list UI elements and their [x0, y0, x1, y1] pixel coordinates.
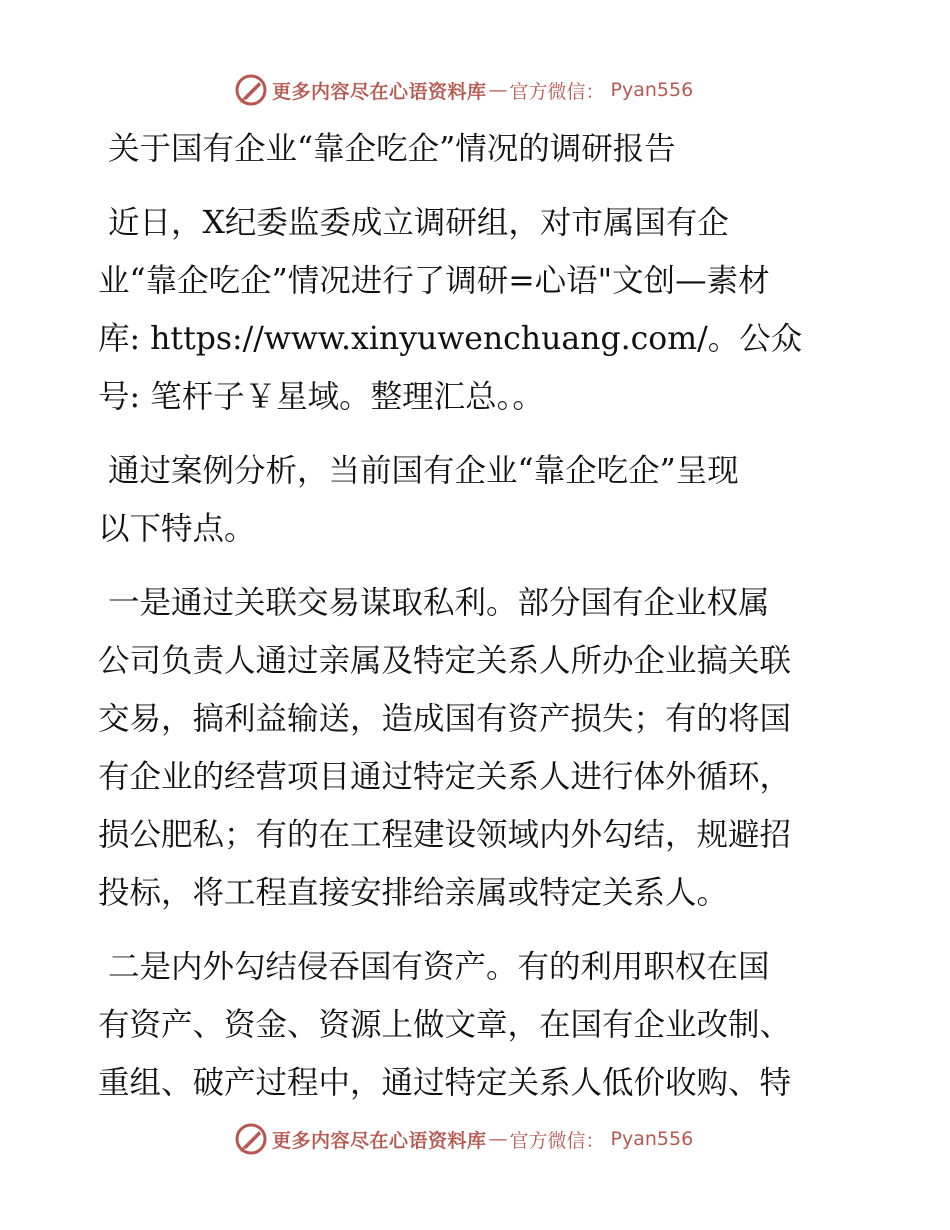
paragraph-2: [98, 442, 858, 558]
paragraph-1: [98, 194, 858, 426]
paragraph-line: 交易，搞利益输送，造成国有资产损失；有的将国: [98, 701, 792, 737]
quill-logo-icon: [234, 73, 268, 107]
banner-text: 更多内容尽在心语资料库: [272, 80, 487, 103]
banner-text: 更多内容尽在心语资料库: [272, 1129, 487, 1152]
document-title: 关于国有企业“靠企吃企”情况的调研报告: [108, 131, 676, 167]
footer-banner: [234, 1121, 693, 1157]
paragraph-line: 重组、破产过程中，通过特定关系人低价收购、特: [98, 1065, 792, 1101]
paragraph-line: 号: 笔杆子￥星域。整理汇总。。: [98, 379, 544, 415]
header-banner: [234, 72, 693, 108]
paragraph-line: 通过案例分析，当前国有企业“靠企吃企”呈现: [108, 453, 739, 489]
banner-dash: —: [488, 79, 508, 101]
paragraph-line: 以下特点。: [98, 511, 256, 547]
banner-wechat-label: 官方微信：: [509, 80, 605, 103]
paragraph-line: 二是内外勾结侵吞国有资产。有的利用职权在国: [108, 949, 770, 985]
document-body: [98, 120, 858, 1112]
banner-wechat-id: Pyan556: [610, 79, 694, 101]
banner-dash: —: [488, 1128, 508, 1150]
paragraph-line: 近日，X纪委监委成立调研组，对市属国有企: [108, 205, 729, 241]
paragraph-line: 业“靠企吃企”情况进行了调研=心语"文创—素材: [98, 263, 770, 299]
banner-wechat-id: Pyan556: [610, 1128, 694, 1150]
paragraph-line: 投标，将工程直接安排给亲属或特定关系人。: [98, 875, 729, 911]
paragraph-line: 损公肥私；有的在工程建设领域内外勾结，规避招: [98, 817, 792, 853]
paragraph-line: 一是通过关联交易谋取私利。部分国有企业权属: [108, 585, 770, 621]
paragraph-4: [98, 938, 858, 1112]
paragraph-line: 公司负责人通过亲属及特定关系人所办企业搞关联: [98, 643, 792, 679]
quill-logo-icon: [234, 1122, 268, 1156]
paragraph-line: 有企业的经营项目通过特定关系人进行体外循环，: [98, 759, 792, 795]
paragraph-line: 有资产、资金、资源上做文章，在国有企业改制、: [98, 1007, 792, 1043]
paragraph-line: 库: https://www.xinyuwenchuang.com/。公众: [98, 321, 803, 357]
banner-wechat-label: 官方微信：: [509, 1129, 605, 1152]
paragraph-3: [98, 574, 858, 922]
